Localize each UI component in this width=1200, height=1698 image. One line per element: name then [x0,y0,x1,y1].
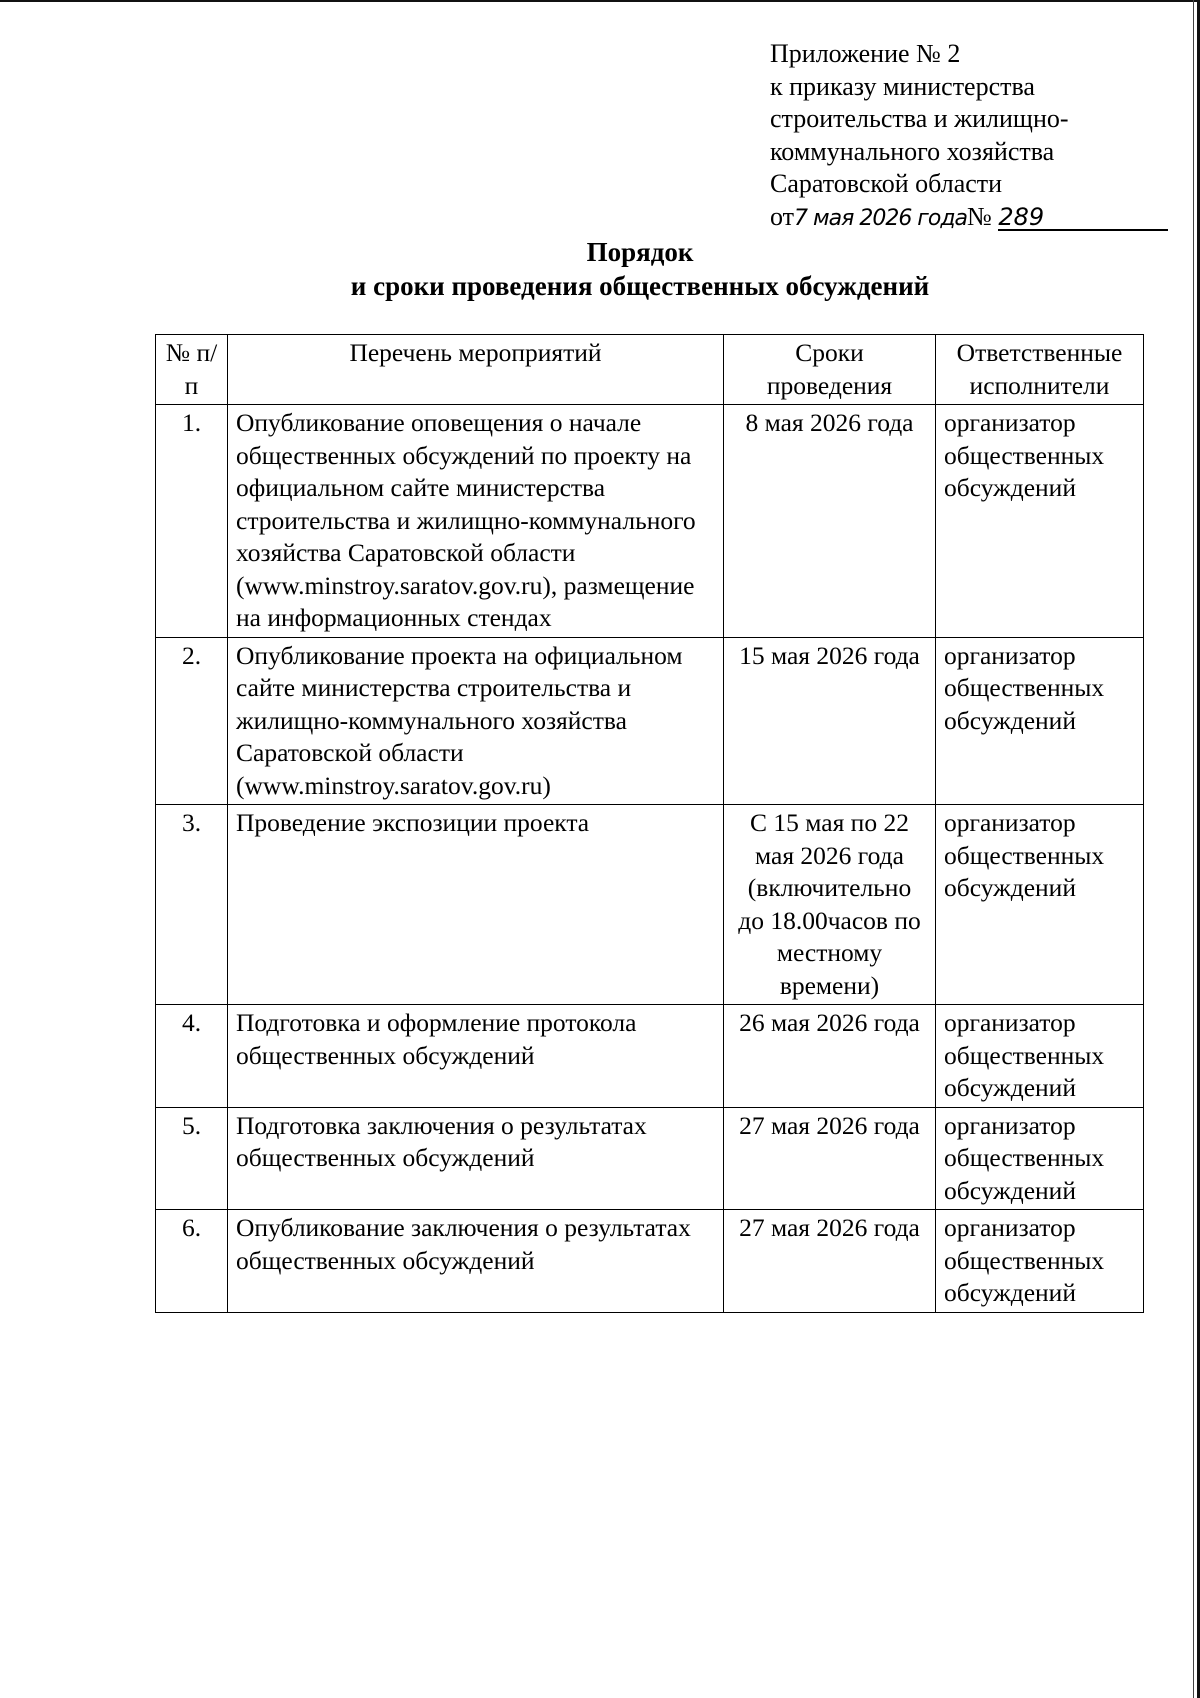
row-responsible: организатор общественных обсуждений [936,805,1144,1005]
header-activity: Перечень мероприятий [228,335,724,405]
table-row [156,405,1144,638]
document-subtitle: и сроки проведения общественных обсуждений [350,271,930,301]
appendix-date-line [770,201,1168,236]
appendix-line-1: Приложение № 2 [770,39,961,68]
row-activity: Подготовка заключения о результатах общественных обсуждений [228,1107,724,1210]
number-label: № [967,201,992,231]
table-header-row [156,335,1144,405]
appendix-line-4: коммунального хозяйства [770,136,1055,166]
header-num: № п/п [156,335,228,405]
row-dates: С 15 мая по 22 мая 2026 года (включительно до 18.00часов по местному времени) [724,805,936,1005]
row-num: 2. [156,637,228,805]
row-num: 3. [156,805,228,1005]
appendix-line-5: Саратовской области [770,169,1003,198]
schedule-table [155,334,1144,1313]
handwritten-number: 289 [998,201,1168,234]
table-row [156,637,1144,805]
handwritten-date: 7 мая 2026 года [794,205,968,231]
row-activity: Проведение экспозиции проекта [228,805,724,1005]
appendix-line-3: строительства и жилищно- [770,104,1069,133]
row-activity: Опубликование проекта на официальном сайте министерства строительства и жилищно-коммунального хозяйства Саратовской области (www.minstroy.saratov.gov.ru) [228,637,724,805]
row-dates: 27 мая 2026 года [724,1210,936,1313]
header-responsible: Ответственные исполнители [936,335,1144,405]
row-responsible: организатор общественных обсуждений [936,405,1144,638]
appendix-header [770,38,1168,235]
document-title: Порядок [586,237,694,267]
row-num: 5. [156,1107,228,1210]
row-responsible: организатор общественных обсуждений [936,637,1144,805]
header-dates: Сроки проведения [724,335,936,405]
row-responsible: организатор общественных обсуждений [936,1210,1144,1313]
row-dates: 27 мая 2026 года [724,1107,936,1210]
row-responsible: организатор общественных обсуждений [936,1005,1144,1108]
table-row [156,805,1144,1005]
table-row [156,1210,1144,1313]
row-dates: 8 мая 2026 года [724,405,936,638]
row-dates: 15 мая 2026 года [724,637,936,805]
row-num: 6. [156,1210,228,1313]
row-activity: Подготовка и оформление протокола общественных обсуждений [228,1005,724,1108]
row-num: 1. [156,405,228,638]
appendix-line-2: к приказу министерства [770,71,1035,101]
row-dates: 26 мая 2026 года [724,1005,936,1108]
row-activity: Опубликование оповещения о начале общественных обсуждений по проекту на официальном сайте министерства строительства и жилищно-коммунального хозяйства Саратовской области (www.minstroy.saratov.gov.ru), размещение на информационных стендах [228,405,724,638]
table-row [156,1005,1144,1108]
table-row [156,1107,1144,1210]
row-responsible: организатор общественных обсуждений [936,1107,1144,1210]
row-num: 4. [156,1005,228,1108]
scan-border-top [0,0,1200,2]
row-activity: Опубликование заключения о результатах общественных обсуждений [228,1210,724,1313]
date-prefix: от [770,201,795,231]
